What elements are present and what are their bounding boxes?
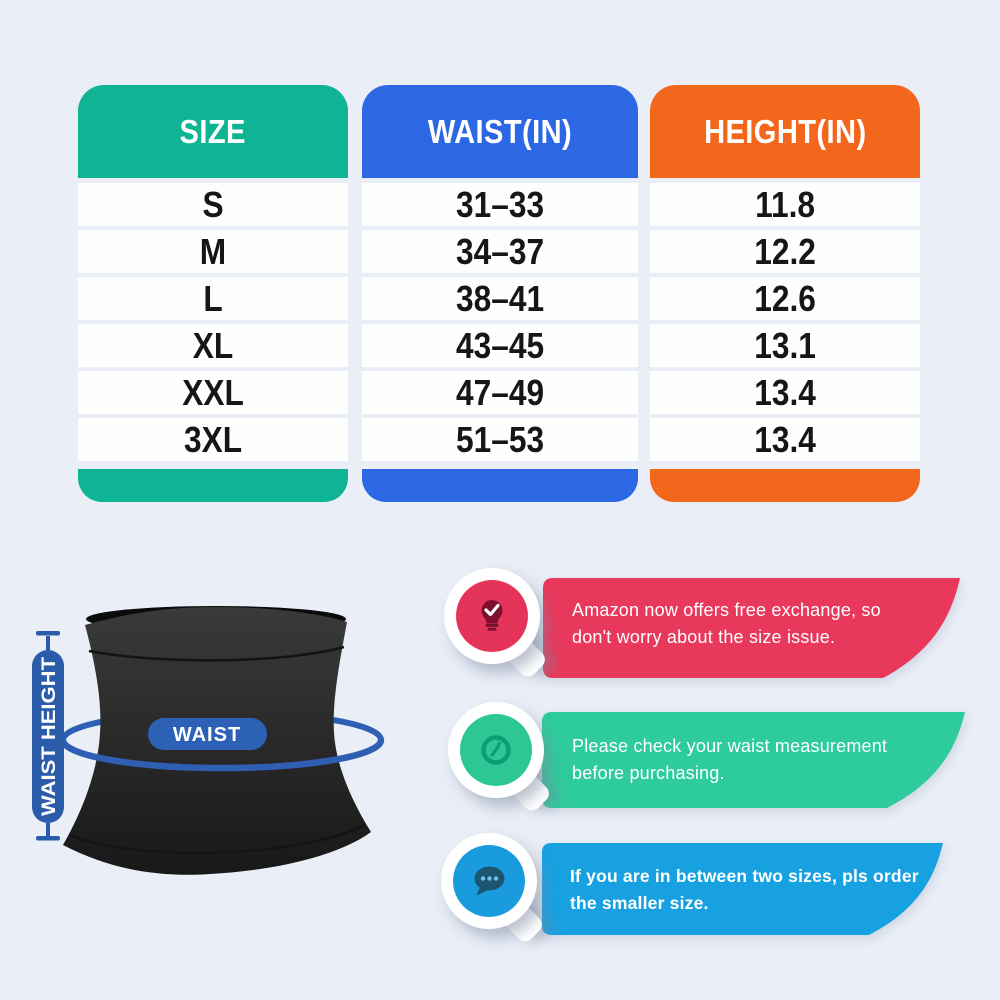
table-cell: 38–41 <box>362 277 638 320</box>
height-measure-widget <box>32 631 64 841</box>
callout-line: If you are in between two sizes, pls order <box>570 866 919 886</box>
callout-line: before purchasing. <box>572 763 725 783</box>
callout-size-advice-text <box>570 863 955 917</box>
callout-line: Amazon now offers free exchange, so <box>572 600 881 620</box>
table-cell: 11.8 <box>650 183 920 226</box>
table-cell: 43–45 <box>362 324 638 367</box>
height-measure-top-cap <box>36 631 60 636</box>
column-header-size-label: SIZE <box>179 112 247 150</box>
table-cell: 13.4 <box>650 371 920 414</box>
table-cell: 51–53 <box>362 418 638 461</box>
callout-measure-badge <box>448 702 544 798</box>
callout-line: don't worry about the size issue. <box>572 627 836 647</box>
lightbulb-check-icon <box>470 594 514 638</box>
height-measure-bottom-cap <box>36 836 60 841</box>
waist-column <box>362 85 638 502</box>
table-cell: 13.4 <box>650 418 920 461</box>
column-header-waist <box>362 85 638 178</box>
badge-circle <box>448 702 544 798</box>
badge-circle <box>444 568 540 664</box>
waist-tag-label: WAIST <box>172 724 242 746</box>
table-cell: M <box>78 230 348 273</box>
table-cell: XL <box>78 324 348 367</box>
column-header-height <box>650 85 920 178</box>
chat-dots-icon <box>467 859 511 903</box>
callout-measure-text <box>572 733 957 787</box>
height-tag-label: WAIST HEIGHT <box>39 678 60 816</box>
callout-size-advice-badge <box>441 833 537 929</box>
callout-line: the smaller size. <box>570 893 709 913</box>
badge-circle <box>441 833 537 929</box>
column-header-waist-label: WAIST(IN) <box>427 112 573 150</box>
height-measure-bottom-line <box>46 823 50 836</box>
table-cell: L <box>78 277 348 320</box>
table-cell: 13.1 <box>650 324 920 367</box>
height-measure-top-line <box>46 636 50 650</box>
badge-inner-circle <box>460 714 532 786</box>
table-cell: S <box>78 183 348 226</box>
callout-line: Please check your waist measurement <box>572 736 888 756</box>
column-footer-height <box>650 469 920 502</box>
callout-exchange-text <box>572 597 957 651</box>
table-cell: XXL <box>78 371 348 414</box>
table-cell: 12.6 <box>650 277 920 320</box>
table-cell: 47–49 <box>362 371 638 414</box>
table-cell: 34–37 <box>362 230 638 273</box>
column-header-height-label: HEIGHT(IN) <box>703 112 867 150</box>
badge-inner-circle <box>456 580 528 652</box>
waist-trainer-diagram <box>15 585 455 905</box>
height-column <box>650 85 920 502</box>
column-header-size <box>78 85 348 178</box>
column-footer-size <box>78 469 348 502</box>
badge-inner-circle <box>453 845 525 917</box>
size-column <box>78 85 348 502</box>
table-cell: 31–33 <box>362 183 638 226</box>
table-cell: 12.2 <box>650 230 920 273</box>
clock-icon <box>474 728 518 772</box>
size-table <box>78 85 920 502</box>
callout-exchange-badge <box>444 568 540 664</box>
table-cell: 3XL <box>78 418 348 461</box>
waist-tag <box>148 718 267 750</box>
column-footer-waist <box>362 469 638 502</box>
